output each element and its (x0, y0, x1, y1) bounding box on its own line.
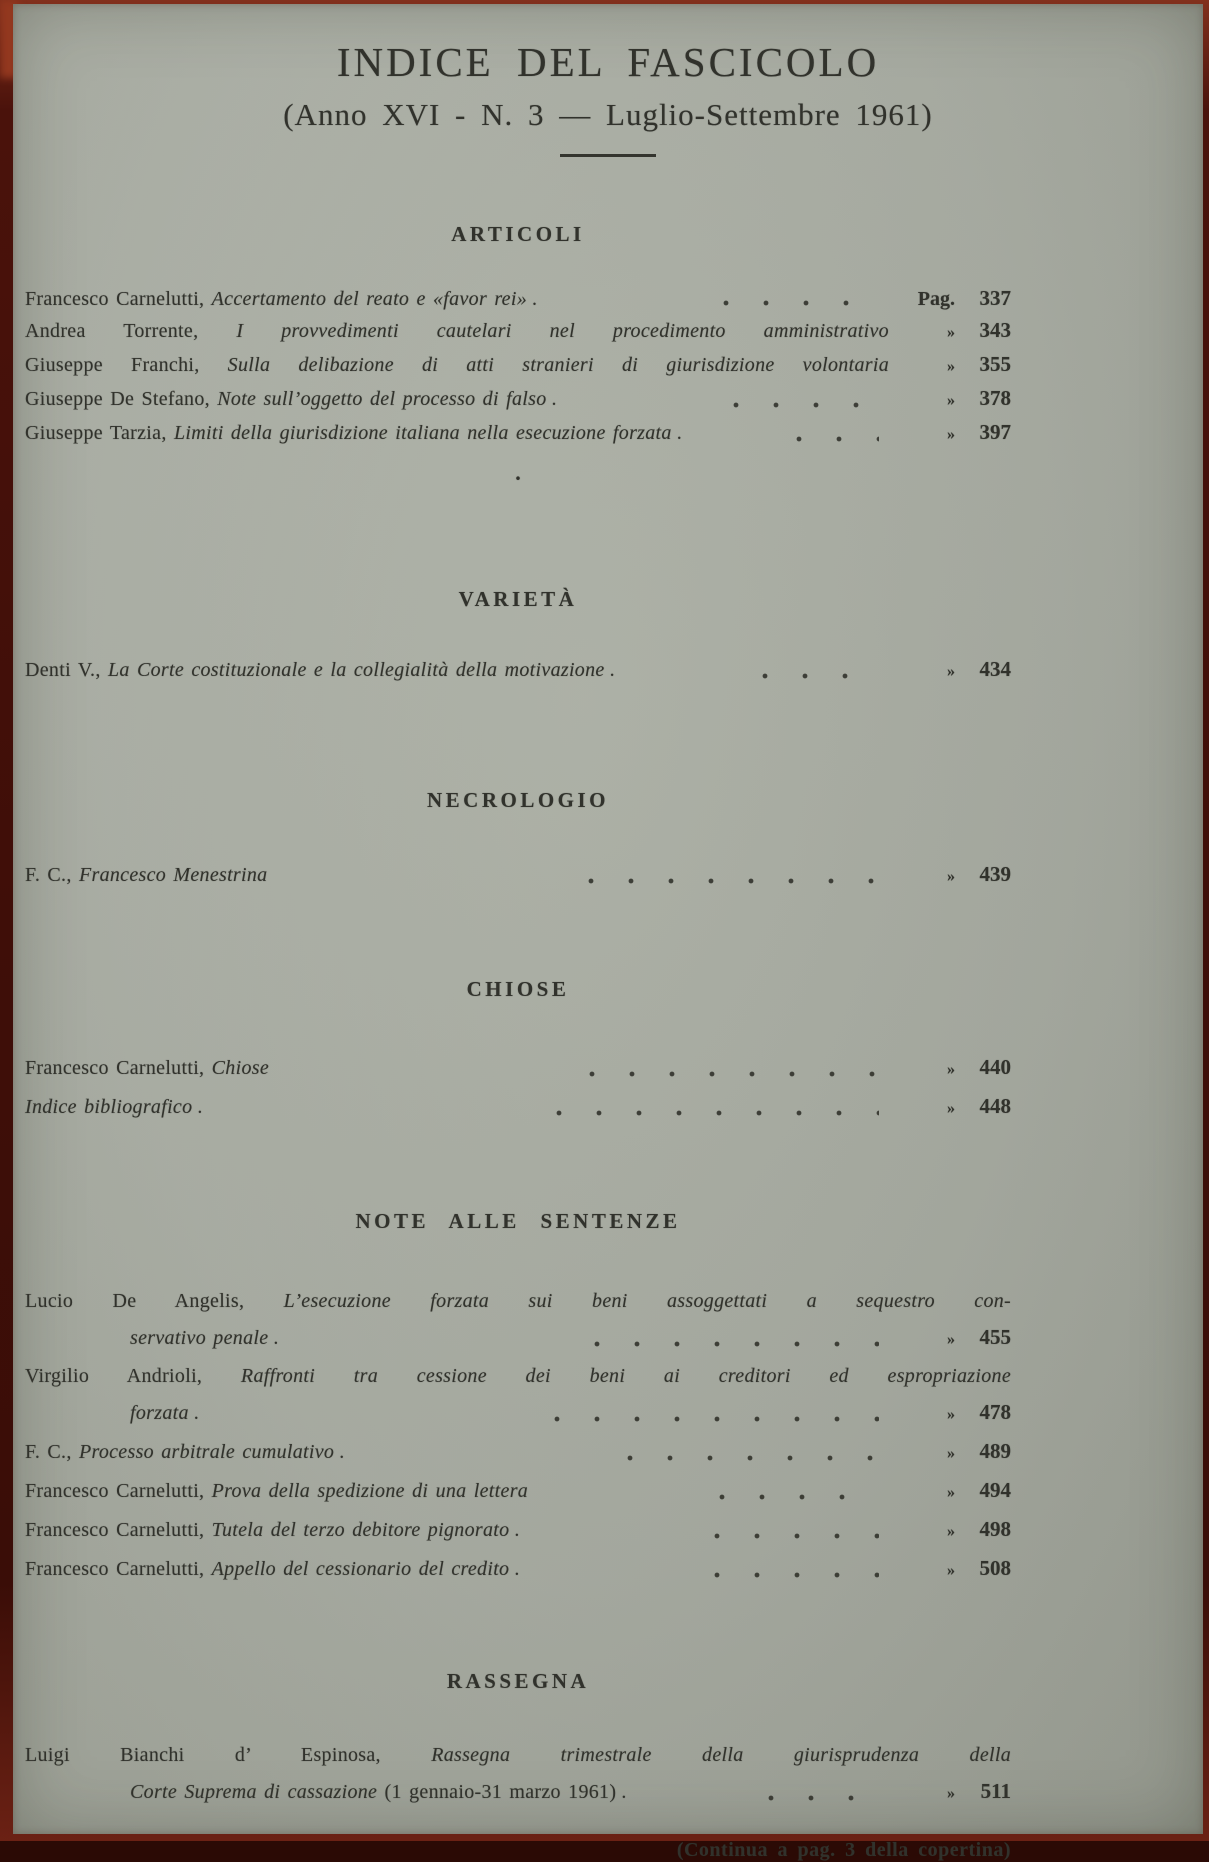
continuation-note: (Continua a pag. 3 della copertina) (676, 1839, 1011, 1861)
page-number: 494 (979, 1478, 1012, 1502)
page-number: 378 (979, 386, 1012, 410)
dot-leader (691, 1570, 879, 1580)
toc-section (25, 1668, 1011, 1809)
entry-author: Andrea Torrente, (25, 320, 237, 342)
entry-title-continued: servativo penale (130, 1327, 269, 1349)
entry-text (25, 384, 696, 414)
page-number: 439 (979, 862, 1012, 886)
entry-tail-dot: . (621, 1781, 627, 1803)
toc-entry-line (25, 1740, 1011, 1770)
page-ref-mark: » (947, 1484, 956, 1501)
page-ref-mark: » (947, 324, 955, 341)
entry-continuation (25, 1398, 517, 1428)
page-number: 337 (979, 286, 1011, 310)
entry-continuation (25, 1323, 557, 1353)
page-number: 489 (979, 1439, 1012, 1463)
entry-title: Chiose (211, 1057, 270, 1079)
toc-section (25, 787, 1011, 892)
toc-entry (25, 1052, 1011, 1085)
dot-leader (566, 1069, 879, 1079)
toc-section (25, 221, 1012, 485)
entry-title: L’esecuzione forzata sui beni assoggettati a sequestro con- (283, 1290, 1011, 1312)
page-number: 511 (980, 1779, 1011, 1803)
entry-title: Accertamento del reato e «favor rei» (211, 288, 527, 310)
entry-text (25, 418, 759, 448)
toc-entry (25, 859, 1011, 892)
page-ref-mark: » (947, 1785, 955, 1802)
entry-continuation (25, 1777, 731, 1807)
toc-entry (25, 315, 1011, 348)
entry-author: Luigi Bianchi d’ Espinosa, (25, 1744, 432, 1766)
toc-section (25, 1208, 1011, 1586)
toc-sections (13, 221, 1203, 1862)
page-ref-mark: » (947, 358, 955, 375)
entry-text (25, 1361, 1011, 1391)
entry-text (25, 350, 889, 380)
entry-author: Virgilio Andrioli, (25, 1365, 241, 1387)
entry-text (25, 655, 725, 685)
entry-author: Lucio De Angelis, (25, 1290, 284, 1312)
toc-entry (25, 1091, 1011, 1124)
page-number: 397 (979, 420, 1011, 444)
entry-title-continued: forzata (130, 1402, 189, 1424)
dot-leader (531, 1414, 879, 1424)
entry-title: Raffronti tra cessione dei beni ai creditori ed espropriazione (240, 1365, 1012, 1387)
entry-tail-dot: . (339, 1441, 345, 1463)
entry-text (25, 284, 686, 314)
page-number: 440 (979, 1055, 1012, 1079)
toc-entry (25, 383, 1011, 416)
entry-text (25, 1515, 677, 1545)
entry-text (25, 1476, 682, 1506)
page-ref-mark: » (947, 1331, 956, 1348)
section-entries (25, 283, 1011, 450)
page-number: 508 (979, 1556, 1012, 1580)
entry-tail-dot: . (532, 288, 538, 310)
page-number: 434 (979, 657, 1011, 681)
page-ref-mark: » (947, 1100, 956, 1117)
toc-entry-line (25, 1776, 1011, 1809)
section-entries (25, 1052, 1011, 1124)
page-ref-mark: » (947, 868, 956, 885)
entry-text (25, 1437, 590, 1467)
entry-author: Francesco Carnelutti, (25, 1519, 212, 1541)
entry-title: Indice bibliografico (25, 1096, 193, 1118)
entry-author: F. C., (25, 864, 79, 886)
entry-author: Giuseppe Franchi, (25, 354, 228, 376)
entry-author: Francesco Carnelutti, (25, 288, 212, 310)
page-ref-mark: » (947, 426, 955, 443)
toc-entry-line (25, 1286, 1011, 1316)
entry-title: Note sull’oggetto del processo di falso (217, 388, 547, 410)
page-title: INDICE DEL FASCICOLO (336, 39, 880, 85)
page-ref-mark: Pag. (917, 288, 955, 310)
dot-leader (565, 876, 879, 886)
section-entries (25, 654, 1011, 687)
entry-tail-dot: . (609, 659, 615, 681)
dot-leader (691, 1531, 879, 1541)
dot-leader (710, 400, 879, 410)
entry-title-continued: Corte Suprema di cassazione (130, 1781, 378, 1803)
entry-author: Francesco Carnelutti, (25, 1558, 212, 1580)
section-heading: CHIOSE (466, 977, 570, 1001)
toc-entry (25, 283, 1011, 314)
page-header (13, 38, 1203, 157)
page-ref-mark: » (947, 1523, 955, 1540)
section-heading: NOTE ALLE SENTENZE (355, 1209, 681, 1233)
entry-author: Francesco Carnelutti, (25, 1057, 212, 1079)
toc-entry (25, 654, 1011, 687)
entry-title: Tutela del terzo debitore pignorato (211, 1519, 510, 1541)
entry-title: Francesco Menestrina (78, 864, 268, 886)
section-entries (25, 1740, 1011, 1809)
dot-leader (739, 671, 879, 681)
entry-tail-dot: . (514, 1558, 520, 1580)
page-number: 478 (979, 1400, 1011, 1424)
paper-sheet (13, 4, 1203, 1861)
page-number: 448 (979, 1094, 1012, 1118)
page-number: 455 (979, 1325, 1012, 1349)
entry-author: F. C., (25, 1441, 79, 1463)
entry-tail-dot: . (551, 388, 557, 410)
toc-entry (25, 1436, 1011, 1469)
toc-section (25, 976, 1011, 1124)
entry-author: Denti V., (25, 659, 108, 681)
section-heading: VARIETÀ (458, 587, 578, 611)
entry-title: Processo arbitrale cumulativo (78, 1441, 335, 1463)
section-entries (25, 1286, 1011, 1586)
page-number: 498 (979, 1517, 1011, 1541)
dot-leader (745, 1793, 879, 1803)
page-ref-mark: » (947, 1562, 956, 1579)
entry-tail-dot: . (273, 1327, 279, 1349)
dot-leader (773, 434, 879, 444)
entry-tail-dot: . (193, 1402, 200, 1424)
dot-leader (700, 298, 879, 308)
entry-tail-dot: . (197, 1096, 203, 1118)
section-heading: ARTICOLI (451, 222, 585, 246)
section-divider-dot: . (515, 460, 521, 485)
page-ref-mark: » (947, 1445, 956, 1462)
page-ref-mark: » (947, 392, 956, 409)
toc-entry-line (25, 1322, 1011, 1355)
toc-entry (25, 1553, 1011, 1586)
section-entries (25, 859, 1011, 892)
entry-title: Sulla delibazione di atti stranieri di giurisdizione volontaria (227, 354, 890, 376)
page-number: 343 (979, 318, 1011, 342)
entry-text (25, 860, 551, 890)
entry-text (25, 1092, 519, 1122)
page-ref-mark: » (947, 1061, 956, 1078)
page-ref-mark: » (947, 1406, 955, 1423)
page-number: 355 (979, 352, 1011, 376)
entry-text (25, 1740, 1011, 1770)
entry-title: Limiti della giurisdizione italiana nella esecuzione forzata (173, 422, 672, 444)
entry-tail-dot: . (514, 1519, 520, 1541)
entry-text (25, 1554, 677, 1584)
toc-entry (25, 1514, 1011, 1547)
entry-title: Appello del cessionario del credito (211, 1558, 510, 1580)
entry-text (25, 1053, 552, 1083)
toc-entry-line (25, 1361, 1011, 1391)
section-heading: NECROLOGIO (426, 788, 610, 812)
entry-text (25, 1286, 1011, 1316)
issue-subtitle: (Anno XVI - N. 3 — Luglio-Settembre 1961) (283, 97, 933, 132)
toc-entry-line (25, 1397, 1011, 1430)
header-rule (560, 154, 656, 157)
entry-title: Rassegna trimestrale della giurisprudenza della (431, 1744, 1012, 1766)
dot-leader (533, 1108, 879, 1118)
toc-entry (25, 1475, 1011, 1508)
entry-author: Francesco Carnelutti, (25, 1480, 212, 1502)
dot-leader (571, 1339, 879, 1349)
entry-author: Giuseppe Tarzia, (25, 422, 174, 444)
entry-author: Giuseppe De Stefano, (25, 388, 218, 410)
entry-tail-dot: . (676, 422, 683, 444)
toc-entry (25, 349, 1011, 382)
entry-title: I provvedimenti cautelari nel procedimento amministrativo (236, 320, 889, 342)
page-ref-mark: » (947, 663, 955, 680)
dot-leader (604, 1453, 879, 1463)
toc-section (25, 586, 1011, 687)
entry-title: La Corte costituzionale e la collegialità della motivazione (107, 659, 605, 681)
dot-leader (696, 1492, 879, 1502)
toc-entry (25, 417, 1011, 450)
entry-text (25, 316, 889, 346)
entry-title-suffix: (1 gennaio-31 marzo 1961) (377, 1781, 617, 1803)
entry-title: Prova della spedizione di una lettera (211, 1480, 529, 1502)
section-heading: RASSEGNA (446, 1669, 590, 1693)
